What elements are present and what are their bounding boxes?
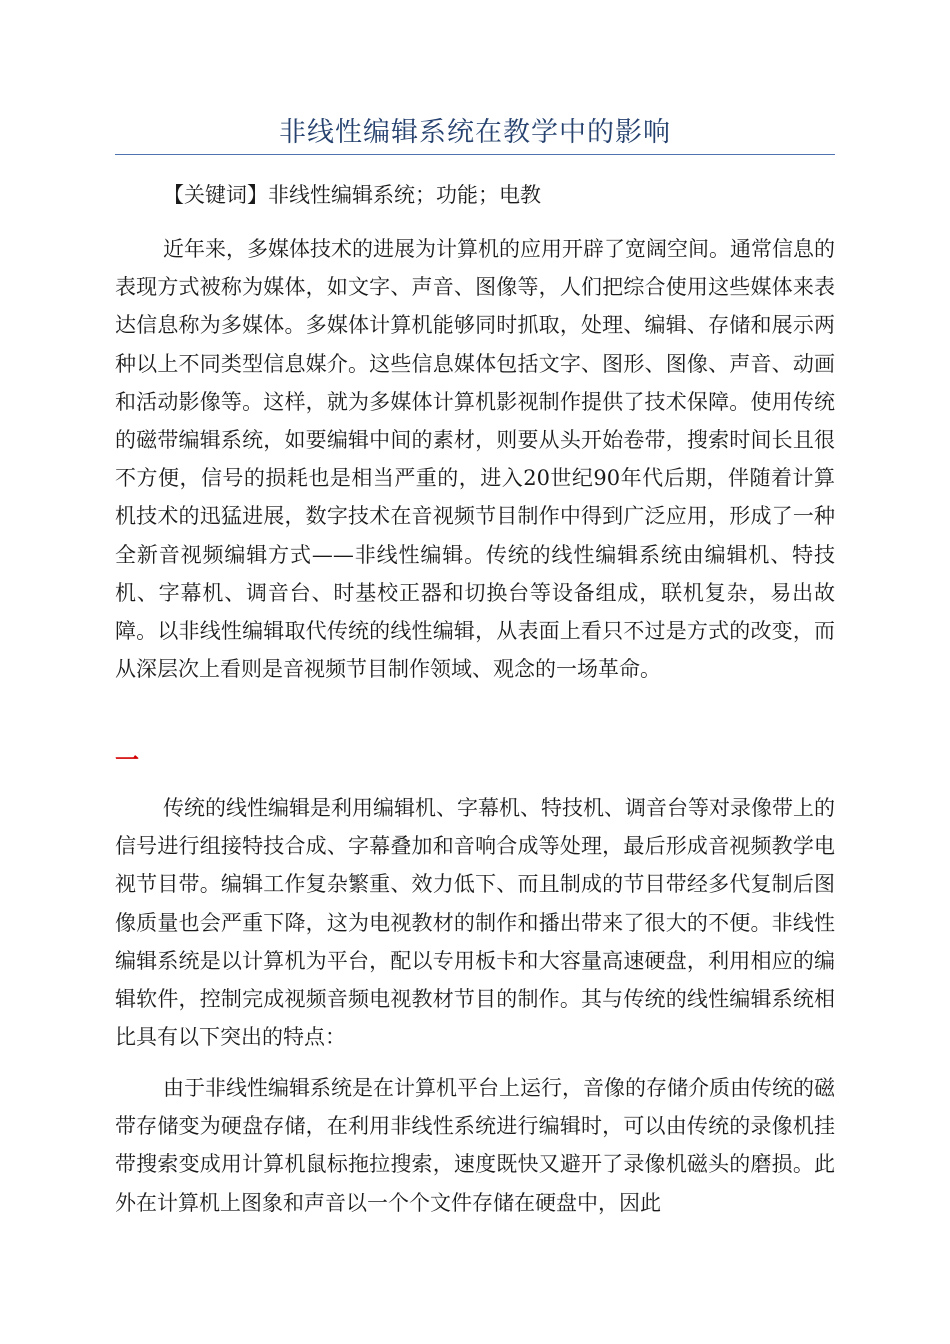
keywords-line: 【关键词】非线性编辑系统；功能；电教	[163, 183, 541, 207]
title-underline	[115, 154, 835, 155]
paragraph-intro: 近年来，多媒体技术的进展为计算机的应用开辟了宽阔空间。通常信息的表现方式被称为媒体，如文字、声音、图像等，人们把综合使用这些媒体来表达信息称为多媒体。多媒体计算机能够同时抓取，处理、编辑、存储和展示两种以上不同类型信息媒介。这些信息媒体包括文字、图形、图像、声音、动画和活动影像等。这样，就为多媒体计算机影视制作提供了技术保障。使用传统的磁带编辑系统，如要编辑中间的素材，则要从头开始卷带，搜索时间长且很不方便，信号的损耗也是相当严重的，进入20世纪90年代后期，伴随着计算机技术的迅猛进展，数字技术在音视频节目制作中得到广泛应用，形成了一种全新音视频编辑方式——非线性编辑。传统的线性编辑系统由编辑机、特技机、字幕机、调音台、时基校正器和切换台等设备组成，联机复杂，易出故障。以非线性编辑取代传统的线性编辑，从表面上看只不过是方式的改变，而从深层次上看则是音视频节目制作领域、观念的一场革命。	[115, 237, 835, 682]
document-title: 非线性编辑系统在教学中的影响	[279, 117, 671, 148]
paragraph-storage: 由于非线性编辑系统是在计算机平台上运行，音像的存储介质由传统的磁带存储变为硬盘存储，在利用非线性系统进行编辑时，可以由传统的录像机挂带搜索变成用计算机鼠标拖拉搜索，速度既快又避开了录像机磁头的磨损。此外在计算机上图象和声音以一个个文件存储在硬盘中，因此	[115, 1076, 835, 1215]
section-number: 一	[115, 746, 139, 774]
paragraph-linear-editing: 传统的线性编辑是利用编辑机、字幕机、特技机、调音台等对录像带上的信号进行组接特技合成、字幕叠加和音响合成等处理，最后形成音视频教学电视节目带。编辑工作复杂繁重、效力低下、而且制成的节目带经多代复制后图像质量也会严重下降，这为电视教材的制作和播出带来了很大的不便。非线性编辑系统是以计算机为平台，配以专用板卡和大容量高速硬盘，利用相应的编辑软件，控制完成视频音频电视教材节目的制作。其与传统的线性编辑系统相比具有以下突出的特点：	[115, 796, 835, 1050]
